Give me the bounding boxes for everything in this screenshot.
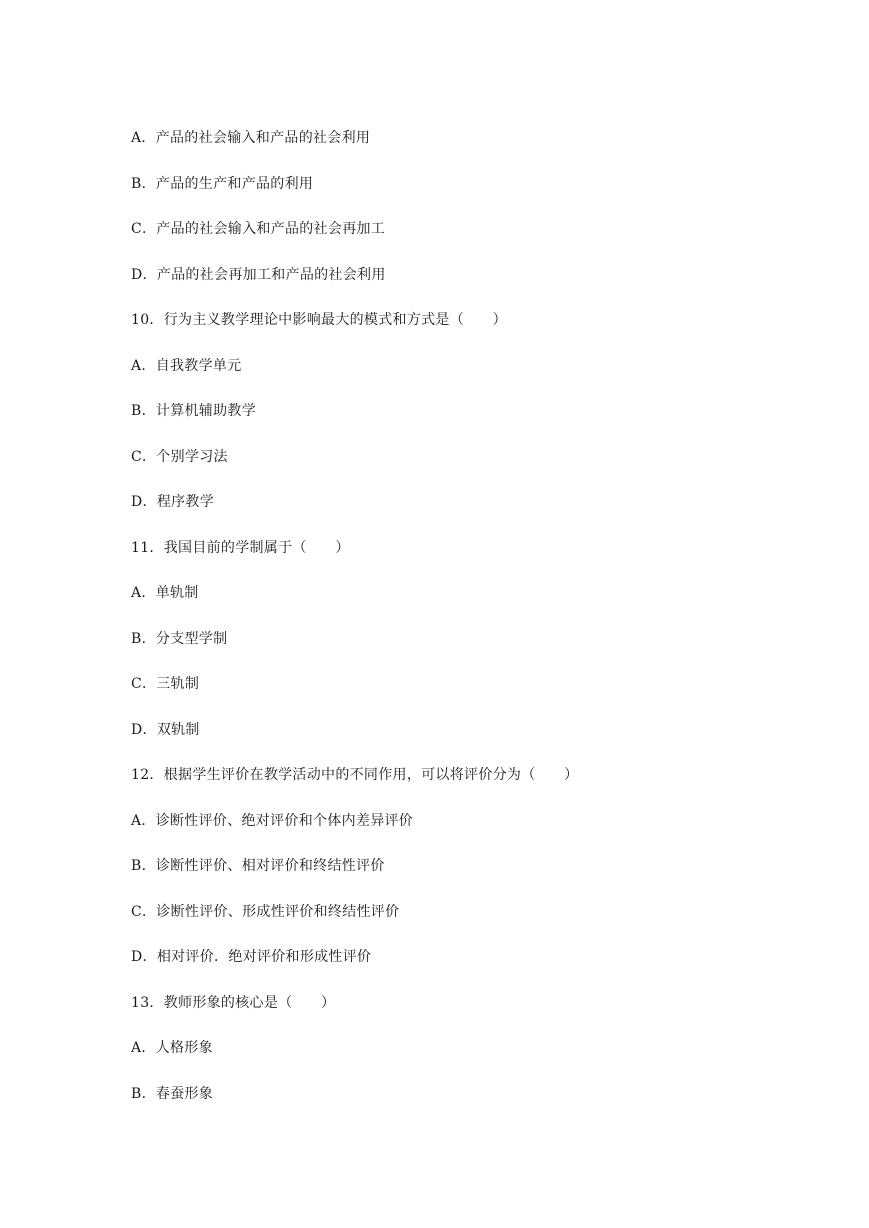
question-13: 13．教师形象的核心是（ ） bbox=[131, 995, 336, 1011]
option-11b: B．分支型学制 bbox=[131, 631, 228, 647]
option-12c: C．诊断性评价、形成性评价和终结性评价 bbox=[131, 904, 400, 920]
option-10a: A．自我教学单元 bbox=[131, 358, 242, 374]
option-12b: B．诊断性评价、相对评价和终结性评价 bbox=[131, 858, 385, 874]
question-10: 10．行为主义教学理论中影响最大的模式和方式是（ ） bbox=[131, 312, 507, 328]
option-11a: A．单轨制 bbox=[131, 585, 199, 601]
option-13b: B．春蚕形象 bbox=[131, 1086, 214, 1102]
option-9a: A．产品的社会输入和产品的社会利用 bbox=[131, 130, 371, 146]
option-13a: A．人格形象 bbox=[131, 1040, 213, 1056]
option-9c: C．产品的社会输入和产品的社会再加工 bbox=[131, 221, 386, 237]
option-10c: C．个别学习法 bbox=[131, 449, 228, 465]
option-12a: A．诊断性评价、绝对评价和个体内差异评价 bbox=[131, 813, 414, 829]
question-11: 11．我国目前的学制属于（ ） bbox=[131, 540, 350, 556]
option-11c: C．三轨制 bbox=[131, 676, 200, 692]
question-12: 12．根据学生评价在教学活动中的不同作用，可以将评价分为（ ） bbox=[131, 767, 579, 783]
option-9d: D．产品的社会再加工和产品的社会利用 bbox=[131, 267, 386, 283]
option-12d: D．相对评价．绝对评价和形成性评价 bbox=[131, 949, 372, 965]
option-10d: D．程序教学 bbox=[131, 494, 215, 510]
option-10b: B．计算机辅助教学 bbox=[131, 403, 256, 419]
option-9b: B．产品的生产和产品的利用 bbox=[131, 176, 314, 192]
option-11d: D．双轨制 bbox=[131, 722, 200, 738]
